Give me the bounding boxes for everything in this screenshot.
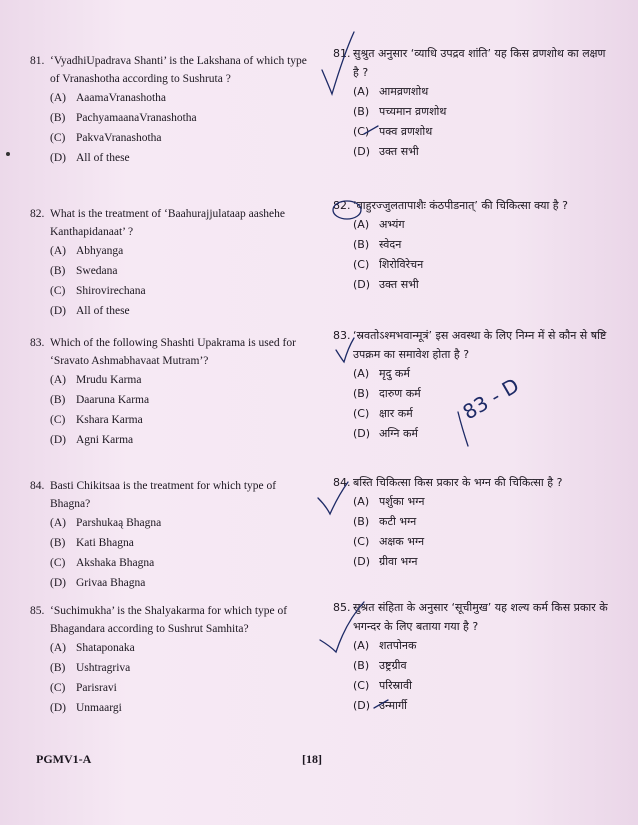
option-c[interactable]: (C) क्षार कर्म xyxy=(353,407,413,420)
question-83-hi xyxy=(333,326,613,444)
question-text: ‘स्रवतोऽश्मभवान्मूत्रं’ इस अवस्था के लिए निम्न में से कौन से षष्टि उपक्रम का समावेश होता है ? xyxy=(353,329,607,361)
option-b[interactable]: (B) स्वेदन xyxy=(353,238,402,251)
question-text: सुश्रुत अनुसार ‘व्याधि उपद्रव शांति’ यह किस व्रणशोथ का लक्षण है ? xyxy=(353,47,606,79)
option-b[interactable]: (B) पच्यमान व्रणशोथ xyxy=(353,105,447,118)
question-number: 82. xyxy=(333,199,351,212)
option-a[interactable]: (A) शतपोनक xyxy=(353,639,417,652)
option-a[interactable]: (A) अभ्यंग xyxy=(353,218,405,231)
question-number: 85. xyxy=(30,605,45,617)
question-text: ‘Suchimukha’ is the Shalyakarma for which type of Bhagandara according to Sushrut Samhita? xyxy=(50,605,288,635)
question-text: Which of the following Shashti Upakrama is used for ‘Sravato Ashmabhavaat Mutram’? xyxy=(50,337,296,367)
question-number: 83. xyxy=(333,329,351,342)
question-number: 83. xyxy=(30,337,45,349)
question-85-en xyxy=(30,602,310,718)
question-number: 85. xyxy=(333,601,351,614)
option-c[interactable]: (C) अक्षक भग्न xyxy=(353,535,425,548)
question-81-hi xyxy=(333,44,613,162)
option-c[interactable]: (C) Shirovirechana xyxy=(50,285,146,297)
question-text: ‘बाहुरज्जुलतापाशैः कंठपीडनात्’ की चिकित्सा क्या है ? xyxy=(353,199,568,212)
option-b[interactable]: (B) Kati Bhagna xyxy=(50,537,134,549)
option-b[interactable]: (B) उष्ट्रग्रीव xyxy=(353,659,407,672)
option-d[interactable]: (D) Agni Karma xyxy=(50,434,134,446)
option-b[interactable]: (B) PachyamaanaVranashotha xyxy=(50,112,197,124)
option-b[interactable]: (B) कटी भग्न xyxy=(353,515,417,528)
question-81-en xyxy=(30,52,310,168)
option-c[interactable]: (C) Parisravi xyxy=(50,682,117,694)
question-82-hi xyxy=(333,196,613,295)
option-d[interactable]: (D) उन्मार्गी xyxy=(353,699,407,712)
option-d[interactable]: (D) Grivaa Bhagna xyxy=(50,577,146,589)
option-c[interactable]: (C) Akshaka Bhagna xyxy=(50,557,155,569)
question-number: 81. xyxy=(333,47,351,60)
question-number: 84. xyxy=(333,476,351,489)
page-number: [18] xyxy=(302,752,322,766)
option-b[interactable]: (B) Daaruna Karma xyxy=(50,394,150,406)
option-c[interactable]: (C) Kshara Karma xyxy=(50,414,143,426)
question-text: What is the treatment of ‘Baahurajjulataap aashehe Kanthapidanaat’ ? xyxy=(50,208,286,238)
option-a[interactable]: (A) Parshukaą Bhagna xyxy=(50,517,162,529)
question-text: Basti Chikitsaa is the treatment for which type of Bhagna? xyxy=(50,480,277,510)
option-c[interactable]: (C) परिस्रावी xyxy=(353,679,412,692)
question-83-en xyxy=(30,334,310,450)
question-84-en xyxy=(30,477,310,593)
option-a[interactable]: (A) Abhyanga xyxy=(50,245,124,257)
option-c[interactable]: (C) पक्व व्रणशोथ xyxy=(353,125,433,138)
option-c[interactable]: (C) PakvaVranashotha xyxy=(50,132,162,144)
option-c[interactable]: (C) शिरोविरेचन xyxy=(353,258,424,271)
question-85-hi xyxy=(333,598,613,716)
option-a[interactable]: (A) Shataponaka xyxy=(50,642,135,654)
option-a[interactable]: (A) पर्शुका भग्न xyxy=(353,495,425,508)
paper-code: PGMV1-A xyxy=(36,752,92,766)
option-d[interactable]: (D) All of these xyxy=(50,305,130,317)
option-b[interactable]: (B) दारुण कर्म xyxy=(353,387,421,400)
question-text: बस्ति चिकित्सा किस प्रकार के भग्न की चिकित्सा है ? xyxy=(353,476,563,489)
question-text: सुश्रत संहिता के अनुसार ‘सूचीमुख’ यह शल्य कर्म किस प्रकार के भगन्दर के लिए बताया गया है ? xyxy=(353,601,608,633)
handwritten-note-83: 83 - D xyxy=(458,373,524,425)
option-a[interactable]: (A) आमव्रणशोथ xyxy=(353,85,429,98)
question-text: ‘VyadhiUpadrava Shanti’ is the Lakshana of which type of Vranashotha according to Sushruta ? xyxy=(50,55,307,85)
question-number: 84. xyxy=(30,480,45,492)
option-a[interactable]: (A) AaamaVranashotha xyxy=(50,92,166,104)
option-a[interactable]: (A) Mrudu Karma xyxy=(50,374,142,386)
option-a[interactable]: (A) मृदु कर्म xyxy=(353,367,410,380)
scan-speck xyxy=(6,152,10,156)
option-d[interactable]: (D) उक्त सभी xyxy=(353,278,419,291)
option-b[interactable]: (B) Swedana xyxy=(50,265,118,277)
question-number: 82. xyxy=(30,208,45,220)
question-number: 81. xyxy=(30,55,45,67)
option-d[interactable]: (D) ग्रीवा भग्न xyxy=(353,555,418,568)
option-d[interactable]: (D) अग्नि कर्म xyxy=(353,427,418,440)
option-d[interactable]: (D) All of these xyxy=(50,152,130,164)
question-84-hi xyxy=(333,473,613,572)
option-d[interactable]: (D) Unmaargi xyxy=(50,702,122,714)
option-d[interactable]: (D) उक्त सभी xyxy=(353,145,419,158)
question-82-en xyxy=(30,205,310,321)
option-b[interactable]: (B) Ushtragriva xyxy=(50,662,131,674)
